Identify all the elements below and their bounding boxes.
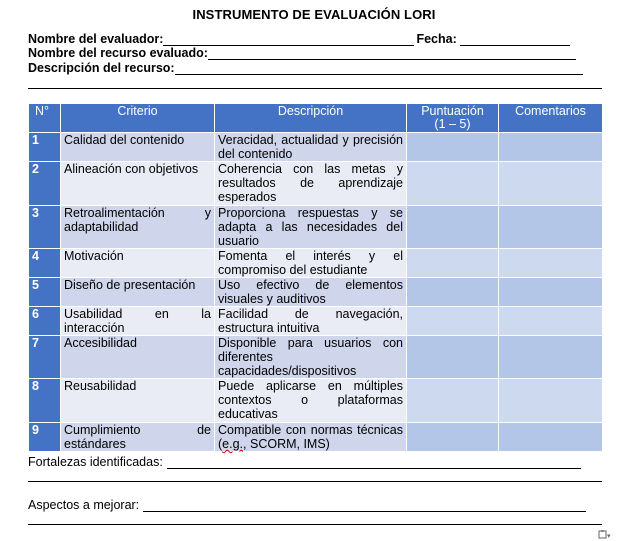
row-number: 2 (29, 162, 61, 206)
row-criterio: Accesibilidad (61, 336, 215, 379)
comment-cell[interactable] (499, 336, 603, 379)
comment-cell[interactable] (499, 162, 603, 206)
header-puntuacion-label: Puntuación (421, 104, 484, 118)
score-cell[interactable] (407, 278, 499, 307)
row-descripcion-pre: Compatible con normas técnicas ( (218, 423, 403, 451)
comment-cell[interactable] (499, 423, 603, 452)
score-cell[interactable] (407, 162, 499, 206)
document-title: INSTRUMENTO DE EVALUACIÓN LORI (192, 7, 436, 22)
evaluator-field[interactable] (163, 33, 414, 46)
strengths-field[interactable] (167, 456, 581, 469)
row-number: 8 (29, 379, 61, 423)
score-cell[interactable] (407, 206, 499, 249)
evaluation-table (28, 103, 603, 452)
description-line (28, 61, 583, 75)
header-criterio: Criterio (61, 104, 215, 133)
header-puntuacion-range: (1 – 5) (434, 117, 471, 131)
strengths-line (28, 455, 581, 469)
row-criterio: Alineación con objetivos (61, 162, 215, 206)
evaluator-label: Nombre del evaluador: (28, 32, 164, 46)
table-row (29, 336, 603, 379)
score-cell[interactable] (407, 379, 499, 423)
row-descripcion: Fomenta el interés y el compromiso del estudiante (215, 249, 407, 278)
row-descripcion-eg: e.g. (222, 437, 244, 451)
improve-field[interactable] (143, 499, 586, 512)
table-row (29, 133, 603, 162)
strengths-extra-line (28, 481, 602, 482)
table-row (29, 423, 603, 452)
row-descripcion: Coherencia con las metas y resultados de aprendizaje esperados (215, 162, 407, 206)
score-cell[interactable] (407, 307, 499, 336)
row-number: 4 (29, 249, 61, 278)
svg-text:▾: ▾ (607, 533, 611, 539)
table-row (29, 278, 603, 307)
header-descripcion: Descripción (215, 104, 407, 133)
table-row (29, 379, 603, 423)
row-descripcion (215, 423, 407, 452)
resource-line (28, 46, 576, 60)
score-cell[interactable] (407, 249, 499, 278)
comment-cell[interactable] (499, 307, 603, 336)
strengths-label: Fortalezas identificadas: (28, 455, 163, 469)
improve-extra-line (28, 524, 602, 525)
row-number: 5 (29, 278, 61, 307)
header-comentarios: Comentarios (499, 104, 603, 133)
comment-cell[interactable] (499, 133, 603, 162)
table-header-row (29, 104, 603, 133)
comment-cell[interactable] (499, 379, 603, 423)
row-number: 3 (29, 206, 61, 249)
comment-cell[interactable] (499, 206, 603, 249)
table-row (29, 206, 603, 249)
row-criterio: Usabilidad en la interacción (61, 307, 215, 336)
row-descripcion: Proporciona respuestas y se adapta a las necesidades del usuario (215, 206, 407, 249)
row-number: 6 (29, 307, 61, 336)
improve-line (28, 498, 586, 512)
paste-options-icon[interactable] (598, 530, 612, 541)
table-row (29, 307, 603, 336)
row-descripcion: Puede aplicarse en múltiples contextos o plataformas educativas (215, 379, 407, 423)
description-field[interactable] (175, 62, 583, 75)
row-number: 1 (29, 133, 61, 162)
table-row (29, 249, 603, 278)
row-criterio: Reusabilidad (61, 379, 215, 423)
resource-field[interactable] (208, 47, 576, 60)
date-label: Fecha: (416, 32, 457, 46)
header-puntuacion (407, 104, 499, 133)
row-criterio: Motivación (61, 249, 215, 278)
description-extra-line (28, 88, 602, 89)
clipboard-icon (598, 530, 612, 539)
row-criterio: Calidad del contenido (61, 133, 215, 162)
row-descripcion: Facilidad de navegación, estructura intuitiva (215, 307, 407, 336)
comment-cell[interactable] (499, 249, 603, 278)
evaluator-line (28, 32, 570, 46)
row-descripcion: Veracidad, actualidad y precisión del contenido (215, 133, 407, 162)
header-num: N° (29, 104, 61, 133)
row-number: 9 (29, 423, 61, 452)
improve-label: Aspectos a mejorar: (28, 498, 140, 512)
resource-label: Nombre del recurso evaluado: (28, 46, 208, 60)
score-cell[interactable] (407, 133, 499, 162)
row-criterio: Cumplimiento de estándares (61, 423, 215, 452)
comment-cell[interactable] (499, 278, 603, 307)
row-descripcion: Uso efectivo de elementos visuales y auditivos (215, 278, 407, 307)
score-cell[interactable] (407, 336, 499, 379)
row-criterio: Retroalimentación y adaptabilidad (61, 206, 215, 249)
description-label: Descripción del recurso: (28, 61, 175, 75)
table-row (29, 162, 603, 206)
date-field[interactable] (460, 33, 570, 46)
row-number: 7 (29, 336, 61, 379)
row-descripcion-post: , SCORM, IMS) (243, 437, 330, 451)
row-criterio: Diseño de presentación (61, 278, 215, 307)
row-descripcion: Disponible para usuarios con diferentes capacidades/dispositivos (215, 336, 407, 379)
score-cell[interactable] (407, 423, 499, 452)
